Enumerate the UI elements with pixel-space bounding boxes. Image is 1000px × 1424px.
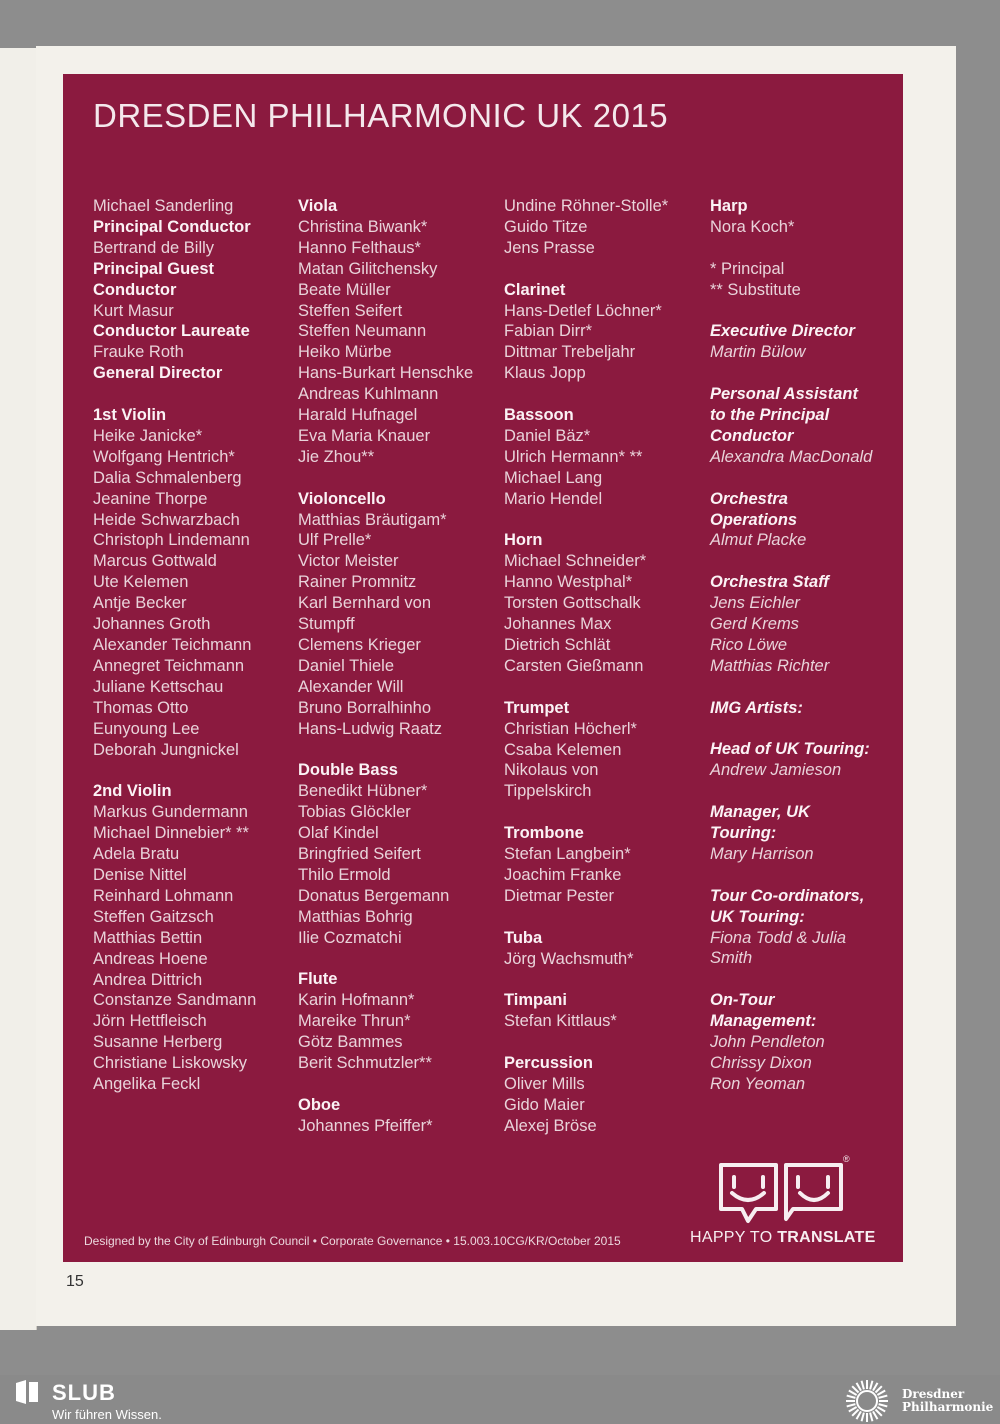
member-name: Antje Becker <box>93 594 187 613</box>
member-name: Victor Meister <box>298 552 399 571</box>
section-heading: Viola <box>298 197 338 215</box>
logo-text-b: TRANSLATE <box>777 1229 876 1246</box>
sunburst-ray <box>875 1409 881 1415</box>
member-name: Frauke Roth <box>93 343 184 362</box>
member-name: Hans-Ludwig Raatz <box>298 719 442 738</box>
member-name: Christian Höcherl* <box>504 719 637 738</box>
registered-mark: ® <box>843 1154 850 1164</box>
member-name: Daniel Bäz* <box>504 426 591 445</box>
section-heading: Clarinet <box>504 280 566 299</box>
member-name: Dittmar Trebeljahr <box>504 343 636 362</box>
member-name: Bertrand de Billy <box>93 238 215 257</box>
spacer <box>504 1032 668 1053</box>
column-winds-brass-percussion <box>504 196 668 1137</box>
section-heading: Trumpet <box>504 698 570 717</box>
member-name: Heide Schwarzbach <box>93 510 240 529</box>
section-heading: Double Bass <box>298 761 398 780</box>
column-conductors-violins <box>93 196 256 1095</box>
sunburst-ray <box>877 1407 885 1412</box>
member-name: Donatus Bergemann <box>298 886 450 905</box>
design-credit: Designed by the City of Edinburgh Council • Corporate Governance • 15.003.10CG/KR/October 2015 <box>84 1234 621 1248</box>
spacer <box>504 802 668 823</box>
member-name: Bruno Borralhinho <box>298 698 431 717</box>
member-name: Klaus Jopp <box>504 364 586 383</box>
member-name: Steffen Neumann <box>298 322 427 341</box>
member-name: Hans-Burkart Henschke <box>298 364 474 383</box>
section-heading: Personal Assistant <box>710 385 858 404</box>
spacer <box>504 907 668 928</box>
sunburst-ray <box>877 1391 885 1396</box>
member-name: Reinhard Lohmann <box>93 886 234 905</box>
member-name: Benedikt Hübner* <box>298 782 428 801</box>
member-name: Stefan Langbein* <box>504 845 631 864</box>
sunburst-ray <box>847 1404 856 1406</box>
member-name: Oliver Mills <box>504 1074 585 1093</box>
spacer <box>504 384 668 405</box>
member-name: Denise Nittel <box>93 865 187 884</box>
sunburst-ray <box>849 1407 857 1412</box>
section-heading: Executive Director <box>710 322 855 341</box>
sunburst-ray <box>873 1411 878 1419</box>
member-name: Martin Bülow <box>710 343 806 362</box>
sunburst-ray <box>862 1381 864 1390</box>
member-name: Nikolaus von <box>504 761 599 780</box>
member-name: Hans-Detlef Löchner* <box>504 301 662 320</box>
section-heading: Tour Co-ordinators, <box>710 886 865 905</box>
member-name: Alexej Bröse <box>504 1116 597 1135</box>
member-name: Juliane Kettschau <box>93 677 224 696</box>
section-heading: Horn <box>504 531 543 550</box>
spacer <box>298 949 473 970</box>
section-heading: Harp <box>710 197 748 215</box>
member-name: Alexandra MacDonald <box>710 447 873 466</box>
dresdner-philharmonie-logo <box>902 1388 993 1414</box>
member-name: Karin Hofmann* <box>298 991 415 1010</box>
member-name: Olaf Kindel <box>298 824 379 843</box>
member-name: Alexander Teichmann <box>93 636 252 655</box>
section-heading: Principal Guest <box>93 259 215 278</box>
column-harp-staff <box>710 196 872 1095</box>
section-heading: Operations <box>710 510 798 529</box>
section-heading: 2nd Violin <box>93 782 172 801</box>
spacer <box>710 719 872 740</box>
member-name: Adela Bratu <box>93 845 180 864</box>
member-name: Matthias Bohrig <box>298 907 413 926</box>
member-name: Steffen Gaitzsch <box>93 907 214 926</box>
spacer <box>710 301 872 322</box>
member-name: Constanze Sandmann <box>93 991 257 1010</box>
member-name: Gido Maier <box>504 1095 585 1114</box>
member-name: Wolfgang Hentrich* <box>93 447 235 466</box>
member-name: Mareike Thrun* <box>298 1012 411 1031</box>
member-name: Johannes Pfeiffer* <box>298 1116 433 1135</box>
member-name: Mario Hendel <box>504 489 603 508</box>
member-name: Andreas Hoene <box>93 949 208 968</box>
member-name: Christoph Lindemann <box>93 531 250 550</box>
member-name: Hanno Westphal* <box>504 573 633 592</box>
member-name: Karl Bernhard von <box>298 594 431 613</box>
section-heading: Oboe <box>298 1095 341 1114</box>
member-name: Ulf Prelle* <box>298 531 372 550</box>
member-name: Jörg Wachsmuth* <box>504 949 634 968</box>
member-name: Smith <box>710 949 753 968</box>
member-name: Matthias Richter <box>710 656 830 675</box>
member-name: Andreas Kuhlmann <box>298 385 439 404</box>
spacer <box>298 468 473 489</box>
member-name: Matthias Bettin <box>93 928 203 947</box>
member-name: Dietrich Schlät <box>504 635 611 654</box>
member-name: Susanne Herberg <box>93 1033 223 1052</box>
member-name: Heiko Mürbe <box>298 343 392 362</box>
section-heading: UK Touring: <box>710 907 805 926</box>
member-name: Daniel Thiele <box>298 656 395 675</box>
spacer <box>93 760 256 781</box>
member-name: Götz Bammes <box>298 1033 403 1052</box>
column-strings-woodwinds <box>298 196 473 1137</box>
section-heading: IMG Artists: <box>710 698 803 717</box>
dresdner-line2: Philharmonie <box>902 1400 994 1414</box>
member-name: Nora Koch* <box>710 217 795 236</box>
member-name: * Principal <box>710 259 785 278</box>
section-heading: 1st Violin <box>93 406 167 425</box>
member-name: Berit Schmutzler** <box>298 1054 432 1073</box>
spacer <box>504 510 668 531</box>
member-name: Guido Titze <box>504 217 588 236</box>
section-heading: Orchestra Staff <box>710 573 829 592</box>
member-name: Clemens Krieger <box>298 636 421 655</box>
spacer <box>710 363 872 384</box>
spacer <box>504 677 668 698</box>
member-name: Jörn Hettfleisch <box>93 1012 207 1031</box>
member-name: Harald Hufnagel <box>298 406 418 425</box>
member-name: Christiane Liskowsky <box>93 1054 248 1073</box>
member-name: Eva Maria Knauer <box>298 426 431 445</box>
sunburst-ray <box>879 1404 888 1406</box>
member-name: Ute Kelemen <box>93 573 189 592</box>
spacer <box>710 238 872 259</box>
spacer <box>93 384 256 405</box>
speech-bubble-faces-icon <box>716 1157 846 1227</box>
member-name: Andrea Dittrich <box>93 970 203 989</box>
sunburst-ray <box>879 1396 888 1398</box>
section-heading: Conductor <box>93 280 177 299</box>
section-heading: Principal Conductor <box>93 217 251 236</box>
section-heading: Touring: <box>710 824 777 843</box>
member-name: Thilo Ermold <box>298 865 391 884</box>
member-name: Ulrich Hermann* ** <box>504 447 643 466</box>
spacer <box>710 551 872 572</box>
spacer <box>710 781 872 802</box>
member-name: Heike Janicke* <box>93 426 203 445</box>
member-name: Chrissy Dixon <box>710 1054 812 1072</box>
section-heading: General Director <box>93 364 223 383</box>
slub-book-icon <box>14 1379 40 1405</box>
member-name: Dietmar Pester <box>504 886 615 905</box>
member-name: Kurt Masur <box>93 301 174 320</box>
member-name: Tobias Glöckler <box>298 803 411 822</box>
spacer <box>710 468 872 489</box>
sunburst-ray <box>870 1381 872 1390</box>
member-name: Jens Prasse <box>504 238 595 257</box>
member-name: Stefan Kittlaus* <box>504 1012 617 1031</box>
member-name: Undine Röhner-Stolle* <box>504 197 669 215</box>
member-name: Eunyoung Lee <box>93 719 200 738</box>
sunburst-ray <box>862 1413 864 1422</box>
sunburst-ray <box>857 1411 862 1419</box>
member-name: Hanno Felthaus* <box>298 238 421 257</box>
section-heading: On-Tour <box>710 991 775 1010</box>
sunburst-ray <box>875 1386 881 1392</box>
member-name: Mary Harrison <box>710 844 814 863</box>
section-heading: Timpani <box>504 991 567 1010</box>
member-name: Csaba Kelemen <box>504 740 622 759</box>
spacer <box>504 259 668 280</box>
member-name: Michael Sanderling <box>93 197 234 215</box>
member-name: Angelika Feckl <box>93 1075 201 1094</box>
member-name: Deborah Jungnickel <box>93 740 239 759</box>
section-heading: Conductor Laureate <box>93 322 250 341</box>
section-heading: to the Principal <box>710 406 830 425</box>
member-name: Fiona Todd & Julia <box>710 928 847 947</box>
member-name: Jie Zhou** <box>298 447 375 466</box>
section-heading: Trombone <box>504 824 584 843</box>
page-title: DRESDEN PHILHARMONIC UK 2015 <box>93 97 669 134</box>
member-name: Michael Dinnebier* ** <box>93 824 249 843</box>
section-heading: Violoncello <box>298 489 386 508</box>
spacer <box>710 865 872 886</box>
section-heading: Flute <box>298 970 338 989</box>
member-name: Ilie Cozmatchi <box>298 928 402 947</box>
spacer <box>710 969 872 990</box>
section-heading: Tuba <box>504 928 543 947</box>
member-name: Johannes Max <box>504 615 612 634</box>
sunburst-ray <box>870 1413 872 1422</box>
member-name: Marcus Gottwald <box>93 552 217 571</box>
member-name: Carsten Gießmann <box>504 656 644 675</box>
member-name: Rico Löwe <box>710 635 788 654</box>
member-name: Jens Eichler <box>710 594 800 613</box>
sunburst-ray <box>873 1383 878 1391</box>
dresdner-line1: Dresdner <box>902 1387 965 1401</box>
happy-to-translate-text <box>690 1229 876 1247</box>
section-heading: Management: <box>710 1012 817 1031</box>
member-name: Markus Gundermann <box>93 803 248 822</box>
section-heading: Orchestra <box>710 489 788 508</box>
logo-text-a: HAPPY TO <box>690 1229 778 1246</box>
member-name: Dalia Schmalenberg <box>93 468 242 487</box>
sunburst-ray <box>852 1386 858 1392</box>
member-name: Almut Placke <box>710 531 807 550</box>
member-name: Matthias Bräutigam* <box>298 510 447 529</box>
member-name: Michael Schneider* <box>504 552 647 571</box>
section-heading: Head of UK Touring: <box>710 740 870 759</box>
page-number: 15 <box>66 1273 84 1290</box>
sunburst-icon <box>844 1378 890 1424</box>
member-name: Bringfried Seifert <box>298 845 421 864</box>
member-name: Beate Müller <box>298 280 391 299</box>
spacer <box>298 1074 473 1095</box>
member-name: Stumpff <box>298 615 355 634</box>
member-name: ** Substitute <box>710 280 801 299</box>
sunburst-ray <box>847 1396 856 1398</box>
member-name: Tippelskirch <box>504 782 592 801</box>
member-name: Torsten Gottschalk <box>504 594 641 613</box>
member-name: Fabian Dirr* <box>504 322 593 341</box>
left-page-edge <box>0 48 37 1330</box>
section-heading: Bassoon <box>504 406 574 425</box>
spacer <box>504 969 668 990</box>
section-heading: Manager, UK <box>710 803 810 822</box>
member-name: Alexander Will <box>298 677 404 696</box>
slub-tagline: Wir führen Wissen. <box>52 1407 162 1422</box>
member-name: John Pendleton <box>710 1033 825 1052</box>
member-name: Andrew Jamieson <box>710 761 842 780</box>
member-name: Christina Biwank* <box>298 217 428 236</box>
spacer <box>298 740 473 761</box>
member-name: Michael Lang <box>504 468 603 487</box>
member-name: Annegret Teichmann <box>93 656 245 675</box>
member-name: Joachim Franke <box>504 865 622 884</box>
member-name: Gerd Krems <box>710 615 799 634</box>
section-heading: Conductor <box>710 426 794 445</box>
sunburst-ray <box>849 1391 857 1396</box>
member-name: Matan Gilitchensky <box>298 259 438 278</box>
member-name: Rainer Promnitz <box>298 573 417 592</box>
slub-logo-text: SLUB <box>52 1380 116 1405</box>
sunburst-ray <box>852 1409 858 1415</box>
member-name: Johannes Groth <box>93 615 211 634</box>
section-heading: Percussion <box>504 1054 593 1073</box>
member-name: Thomas Otto <box>93 698 189 717</box>
spacer <box>710 677 872 698</box>
member-name: Jeanine Thorpe <box>93 489 208 508</box>
sunburst-ray <box>857 1383 862 1391</box>
member-name: Steffen Seifert <box>298 301 403 320</box>
member-name: Ron Yeoman <box>710 1074 806 1093</box>
